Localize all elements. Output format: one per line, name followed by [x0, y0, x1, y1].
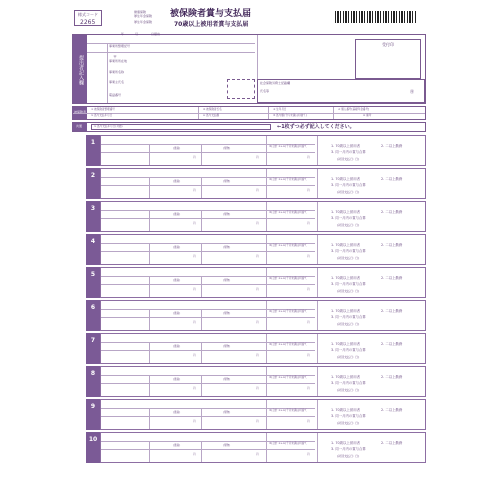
remark-opt-1: 1. 70歳以上被用者 — [331, 144, 360, 148]
owner-seal-box — [227, 79, 255, 99]
cash-label: (通貨) — [173, 246, 181, 249]
person-row[interactable] — [100, 300, 426, 331]
field-office-number: 事業所整理記号 — [109, 44, 131, 48]
field-phone: 電話番号 — [109, 93, 122, 97]
remark-opt-3: 3. 同一月内の賞与合算 — [331, 414, 366, 418]
remark-opt-3: 3. 同一月内の賞与合算 — [331, 150, 366, 154]
remark-opt-1: 1. 70歳以上被用者 — [331, 441, 360, 445]
employer-side-label: 提出者記入欄 — [78, 55, 84, 85]
remark-opt-1: 1. 70歳以上被用者 — [331, 309, 360, 313]
row-number: 5 — [86, 267, 100, 298]
row-number: 9 — [86, 399, 100, 430]
remark-opt-2: 2. 二以上勤務 — [381, 243, 403, 247]
column-header-side: 被保険者 — [74, 110, 87, 114]
goods-label: (現物) — [223, 345, 231, 348]
cash-label: (通貨) — [173, 345, 181, 348]
form-code-box — [74, 10, 102, 26]
yen-label: 円 — [193, 189, 196, 192]
row-number: 3 — [86, 201, 100, 232]
employer-section — [72, 34, 426, 104]
person-row[interactable] — [100, 135, 426, 166]
remark-opt-2: 2. 二以上勤務 — [381, 408, 403, 412]
received-stamp-box — [355, 39, 421, 79]
total-label: ⑦(合計 ⑤+⑥)千円未満は切捨て — [269, 343, 307, 346]
remark-opt-1: 1. 70歳以上被用者 — [331, 210, 360, 214]
person-row[interactable] — [100, 168, 426, 199]
col-4: ④ 個人番号[基礎年金番号] — [338, 108, 370, 111]
date-year-label: 年 — [121, 32, 125, 36]
person-row[interactable] — [100, 333, 426, 364]
row-number: 6 — [86, 300, 100, 331]
date-day-label: 日提出 — [151, 32, 161, 36]
common-date-side: 共通 — [76, 124, 83, 128]
yen-label: 円 — [307, 288, 310, 291]
remark-opt-2: 2. 二以上勤務 — [381, 342, 403, 346]
total-label: ⑦(合計 ⑤+⑥)千円未満は切捨て — [269, 178, 307, 181]
yen-label: 円 — [307, 222, 310, 225]
remark-opt-3: 3. 同一月内の賞与合算 — [331, 282, 366, 286]
row-number: 10 — [86, 432, 100, 463]
yen-label: 円 — [256, 420, 259, 423]
total-label: ⑦(合計 ⑤+⑥)千円未満は切捨て — [269, 310, 307, 313]
remark-opt-3: 3. 同一月内の賞与合算 — [331, 216, 366, 220]
common-date-text: ⑤ 賞与支払年月日(共通) — [94, 125, 123, 128]
remark-opt-3: 3. 同一月内の賞与合算 — [331, 249, 366, 253]
goods-label: (現物) — [223, 147, 231, 150]
cash-label: (通貨) — [173, 147, 181, 150]
yen-label: 円 — [256, 189, 259, 192]
remark-opt-2: 2. 二以上勤務 — [381, 144, 403, 148]
yen-label: 円 — [193, 255, 196, 258]
remark-opt-2: 2. 二以上勤務 — [381, 276, 403, 280]
remark-opt-1: 1. 70歳以上被用者 — [331, 408, 360, 412]
total-label: ⑦(合計 ⑤+⑥)千円未満は切捨て — [269, 244, 307, 247]
barcode — [335, 11, 417, 23]
goods-label: (現物) — [223, 444, 231, 447]
form-code-value: 2265 — [80, 19, 96, 26]
person-row[interactable] — [100, 201, 426, 232]
cash-label: (通貨) — [173, 279, 181, 282]
yen-label: 円 — [193, 288, 196, 291]
col-2: ② 被保険者氏名 — [203, 108, 222, 111]
person-row[interactable] — [100, 432, 426, 463]
row-number: 1 — [86, 135, 100, 166]
column-header — [72, 106, 426, 120]
remark-opt-2: 2. 二以上勤務 — [381, 177, 403, 181]
remark-opt-3: 3. 同一月内の賞与合算 — [331, 447, 366, 451]
remark-opt-2: 2. 二以上勤務 — [381, 210, 403, 214]
goods-label: (現物) — [223, 213, 231, 216]
remark-opt-4: (初回支払日: 日) — [337, 157, 360, 161]
yen-label: 円 — [193, 222, 196, 225]
total-label: ⑦(合計 ⑤+⑥)千円未満は切捨て — [269, 277, 307, 280]
remark-opt-4: (初回支払日: 日) — [337, 454, 360, 458]
remark-opt-1: 1. 70歳以上被用者 — [331, 375, 360, 379]
remark-opt-4: (初回支払日: 日) — [337, 190, 360, 194]
remark-opt-3: 3. 同一月内の賞与合算 — [331, 183, 366, 187]
cash-label: (通貨) — [173, 411, 181, 414]
remark-opt-1: 1. 70歳以上被用者 — [331, 177, 360, 181]
col-8: ⑧ 備考 — [363, 114, 372, 117]
common-date-row — [72, 122, 426, 132]
total-label: ⑦(合計 ⑤+⑥)千円未満は切捨て — [269, 409, 307, 412]
yen-label: 円 — [307, 453, 310, 456]
remark-opt-4: (初回支払日: 日) — [337, 355, 360, 359]
col-3: ③ 生年月日 — [273, 108, 287, 111]
sharoushi-seal: ㊞ — [410, 89, 414, 94]
remark-opt-4: (初回支払日: 日) — [337, 421, 360, 425]
page-subtitle: 70歳以上被用者賞与支払届 — [174, 21, 249, 28]
row-number: 7 — [86, 333, 100, 364]
common-date-input[interactable] — [91, 124, 271, 130]
yen-label: 円 — [193, 420, 196, 423]
remark-opt-4: (初回支払日: 日) — [337, 388, 360, 392]
goods-label: (現物) — [223, 279, 231, 282]
remark-opt-1: 1. 70歳以上被用者 — [331, 342, 360, 346]
ins-type-3: 厚生年金保険 — [134, 20, 153, 24]
received-label: 受付印 — [382, 42, 394, 47]
yen-label: 円 — [307, 189, 310, 192]
yen-label: 円 — [193, 321, 196, 324]
cash-label: (通貨) — [173, 180, 181, 183]
col-5: ⑤ 賞与支払年月日 — [91, 114, 113, 117]
yen-label: 円 — [193, 354, 196, 357]
yen-label: 円 — [307, 255, 310, 258]
total-label: ⑦(合計 ⑤+⑥)千円未満は切捨て — [269, 145, 307, 148]
cash-label: (通貨) — [173, 444, 181, 447]
cash-label: (通貨) — [173, 312, 181, 315]
yen-label: 円 — [256, 387, 259, 390]
row-number: 4 — [86, 234, 100, 265]
yen-label: 円 — [256, 255, 259, 258]
remark-opt-3: 3. 同一月内の賞与合算 — [331, 315, 366, 319]
yen-label: 円 — [307, 420, 310, 423]
row-number: 2 — [86, 168, 100, 199]
col-7: ⑦ 賞与額(千円未満は切捨て) — [273, 114, 307, 117]
goods-label: (現物) — [223, 378, 231, 381]
remark-opt-4: (初回支払日: 日) — [337, 322, 360, 326]
remark-opt-4: (初回支払日: 日) — [337, 256, 360, 260]
yen-label: 円 — [256, 354, 259, 357]
remark-opt-1: 1. 70歳以上被用者 — [331, 243, 360, 247]
col-6: ⑥ 賞与支払額 — [203, 114, 220, 117]
date-month-label: 月 — [135, 32, 139, 36]
remark-opt-3: 3. 同一月内の賞与合算 — [331, 348, 366, 352]
form-code-label: 様式コード — [78, 12, 98, 17]
goods-label: (現物) — [223, 312, 231, 315]
yen-label: 円 — [307, 321, 310, 324]
field-office-address: 事業所所在地 — [109, 59, 128, 63]
yen-label: 円 — [256, 222, 259, 225]
yen-label: 円 — [193, 453, 196, 456]
cash-label: (通貨) — [173, 213, 181, 216]
sharoushi-name-label: 氏名等 — [260, 89, 270, 93]
person-row[interactable] — [100, 267, 426, 298]
yen-label: 円 — [193, 387, 196, 390]
sharoushi-label: 社会保険労務士記載欄 — [260, 81, 291, 85]
page-title: 被保険者賞与支払届 — [170, 9, 252, 19]
ins-type-1: 健康保険 — [134, 10, 147, 14]
cash-label: (通貨) — [173, 378, 181, 381]
remark-opt-1: 1. 70歳以上被用者 — [331, 276, 360, 280]
yen-label: 円 — [256, 288, 259, 291]
ins-type-2: 厚生年金保険 — [134, 14, 153, 18]
goods-label: (現物) — [223, 246, 231, 249]
yen-label: 円 — [307, 354, 310, 357]
row-number: 8 — [86, 366, 100, 397]
goods-label: (現物) — [223, 411, 231, 414]
total-label: ⑦(合計 ⑤+⑥)千円未満は切捨て — [269, 211, 307, 214]
remark-opt-4: (初回支払日: 日) — [337, 223, 360, 227]
remark-opt-4: (初回支払日: 日) — [337, 289, 360, 293]
person-row[interactable] — [100, 234, 426, 265]
yen-label: 円 — [193, 156, 196, 159]
yen-label: 円 — [307, 387, 310, 390]
total-label: ⑦(合計 ⑤+⑥)千円未満は切捨て — [269, 376, 307, 379]
field-owner-name: 事業主氏名 — [109, 80, 125, 84]
yen-label: 円 — [256, 453, 259, 456]
notice-text: ←1枚ずつ必ず記入してください。 — [277, 124, 355, 130]
yen-label: 円 — [256, 156, 259, 159]
remark-opt-2: 2. 二以上勤務 — [381, 309, 403, 313]
person-row[interactable] — [100, 366, 426, 397]
postal-mark: 〒 — [113, 54, 117, 59]
remark-opt-2: 2. 二以上勤務 — [381, 441, 403, 445]
sharoushi-box — [257, 79, 425, 103]
yen-label: 円 — [307, 156, 310, 159]
remark-opt-3: 3. 同一月内の賞与合算 — [331, 381, 366, 385]
person-row[interactable] — [100, 399, 426, 430]
col-1: ① 被保険者整理番号 — [91, 108, 115, 111]
yen-label: 円 — [256, 321, 259, 324]
field-office-name: 事業所名称 — [109, 70, 125, 74]
total-label: ⑦(合計 ⑤+⑥)千円未満は切捨て — [269, 442, 307, 445]
goods-label: (現物) — [223, 180, 231, 183]
remark-opt-2: 2. 二以上勤務 — [381, 375, 403, 379]
